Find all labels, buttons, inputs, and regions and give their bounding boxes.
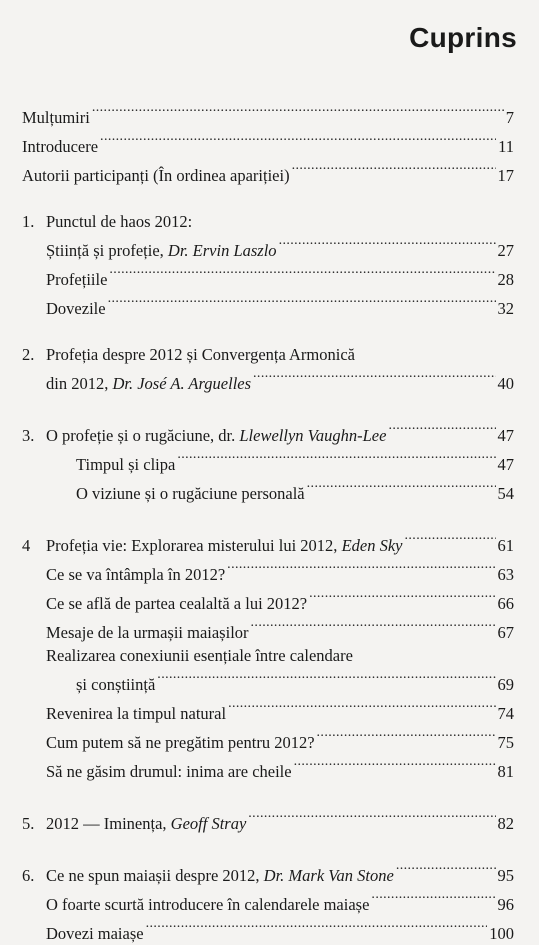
- toc-entry-number: 2.: [22, 345, 35, 364]
- toc-entry-page: 66: [497, 594, 514, 613]
- toc-entry-text: Să ne găsim drumul: inima are cheile: [46, 762, 292, 781]
- toc-entry-text: Cum putem să ne pregătim pentru 2012?: [46, 733, 315, 752]
- toc-entry[interactable]: [22, 586, 514, 615]
- toc-entry-title: [22, 424, 386, 447]
- section-gap: [22, 783, 514, 806]
- toc-entry-title: [76, 482, 305, 505]
- toc-entry[interactable]: [22, 291, 514, 320]
- toc-entry-page: 61: [497, 536, 514, 555]
- dot-leader: [109, 262, 495, 285]
- toc-entry-page: 75: [497, 733, 514, 752]
- dot-leader: [146, 916, 488, 939]
- toc-entry-title: [22, 164, 290, 187]
- toc-entry-text: Dovezile: [46, 299, 106, 318]
- toc-entry-text: Timpul și clipa: [76, 455, 176, 474]
- toc-entry-text: Profețiile: [46, 270, 108, 289]
- section-gap: [22, 835, 514, 858]
- toc-entry-page: 82: [497, 814, 514, 833]
- toc-entry-page: 95: [497, 866, 514, 885]
- toc-entry-author: Dr. José A. Arguelles: [112, 374, 252, 393]
- dot-leader: [177, 447, 495, 470]
- toc-entry-text: Ce ne spun maiașii despre 2012,: [46, 866, 264, 885]
- dot-leader: [292, 158, 496, 181]
- toc-entry-title: [22, 210, 514, 233]
- toc-entry-page: 28: [497, 270, 514, 289]
- toc-entry[interactable]: [22, 447, 514, 476]
- toc-entry-title: [46, 621, 249, 644]
- toc-entry-text: și conștiință: [76, 675, 156, 694]
- dot-leader: [92, 100, 504, 123]
- toc-entry-page: 7: [505, 108, 514, 127]
- toc-entry-title: [46, 297, 106, 320]
- section-gap: [22, 505, 514, 528]
- toc-entry-text: Profeția despre 2012 și Convergența Armonică: [46, 345, 355, 364]
- toc-entry-page: 17: [497, 166, 514, 185]
- toc-entry-page: 81: [497, 762, 514, 781]
- toc-entry[interactable]: [22, 366, 514, 395]
- toc-entry-text: Realizarea conexiunii esențiale între calendare: [46, 646, 353, 665]
- toc-entry-author: Dr. Mark Van Stone: [263, 866, 394, 885]
- toc-entry-title: [46, 731, 315, 754]
- toc-entry-text: Știință și profeție,: [46, 241, 168, 260]
- dot-leader: [253, 366, 495, 389]
- toc-entry-page: 11: [498, 137, 514, 156]
- toc-entry-page: 32: [497, 299, 514, 318]
- toc-entry-author: Llewellyn Vaughn-Lee: [239, 426, 387, 445]
- toc-entry[interactable]: [22, 100, 514, 129]
- toc-entry-page: 27: [497, 241, 514, 260]
- dot-leader: [396, 858, 496, 881]
- toc-entry[interactable]: [22, 210, 514, 233]
- dot-leader: [227, 557, 495, 580]
- toc-entry-title: [46, 268, 107, 291]
- toc-entry[interactable]: [22, 696, 514, 725]
- toc-entry-text: O profeție și o rugăciune, dr.: [46, 426, 240, 445]
- toc-entry-title: [76, 673, 155, 696]
- toc-entry-text: Introducere: [22, 137, 99, 156]
- toc-entry-page: 40: [497, 374, 514, 393]
- toc-entry[interactable]: [22, 158, 514, 187]
- toc-entry-title: [22, 343, 514, 366]
- toc-entry-author: Dr. Ervin Laszlo: [167, 241, 277, 260]
- toc-entry-text: Profeția vie: Explorarea misterului lui 2012,: [46, 536, 342, 555]
- toc-entry-page: 47: [497, 426, 514, 445]
- dot-leader: [294, 754, 496, 777]
- toc-entry-title: [46, 893, 369, 916]
- toc-entry-text: Mulțumiri: [22, 108, 90, 127]
- toc-entry-text: Punctul de haos 2012:: [46, 212, 193, 231]
- toc-entry-text: Dovezi maiașe: [46, 924, 144, 943]
- page-title: Cuprins: [409, 22, 517, 53]
- toc-entry-number: 4: [22, 536, 31, 555]
- toc-entry-text: Ce se va întâmpla în 2012?: [46, 565, 226, 584]
- toc-entry[interactable]: [22, 725, 514, 754]
- toc-entry-title: [46, 592, 307, 615]
- dot-leader: [388, 418, 495, 441]
- toc-entry-page: 74: [497, 704, 514, 723]
- toc-entry[interactable]: [22, 615, 514, 644]
- dot-leader: [157, 667, 495, 690]
- toc-entry-text: Revenirea la timpul natural: [46, 704, 227, 723]
- toc-entry-title: [76, 453, 175, 476]
- toc-entry-page: 47: [497, 455, 514, 474]
- dot-leader: [371, 887, 495, 910]
- toc-entry-text: 2012 — Iminența,: [46, 814, 171, 833]
- toc-entry-title: [46, 760, 292, 783]
- toc-entry-title: [22, 812, 246, 835]
- toc-entry-title: [22, 135, 98, 158]
- table-of-contents: [22, 100, 514, 945]
- toc-entry-title: [22, 106, 90, 129]
- toc-entry-title: [46, 372, 251, 395]
- toc-entry-text: Mesaje de la urmașii maiașilor: [46, 623, 249, 642]
- dot-leader: [307, 476, 496, 499]
- toc-entry-title: [22, 864, 394, 887]
- toc-entry-text: din 2012,: [46, 374, 113, 393]
- toc-entry[interactable]: [22, 418, 514, 447]
- toc-entry-title: [46, 563, 225, 586]
- section-gap: [22, 320, 514, 343]
- toc-entry[interactable]: [22, 557, 514, 586]
- toc-entry[interactable]: [22, 528, 514, 557]
- toc-entry-title: [46, 644, 514, 667]
- toc-entry[interactable]: [22, 644, 514, 667]
- toc-entry-author: Geoff Stray: [170, 814, 247, 833]
- toc-entry[interactable]: [22, 343, 514, 366]
- toc-entry[interactable]: [22, 667, 514, 696]
- dot-leader: [228, 696, 495, 719]
- toc-entry[interactable]: [22, 887, 514, 916]
- section-gap: [22, 187, 514, 210]
- section-gap: [22, 395, 514, 418]
- toc-entry[interactable]: [22, 916, 514, 945]
- dot-leader: [248, 806, 495, 829]
- toc-entry-title: [46, 922, 144, 945]
- toc-entry-page: 63: [497, 565, 514, 584]
- toc-entry-number: 6.: [22, 866, 35, 885]
- dot-leader: [309, 586, 495, 609]
- toc-entry[interactable]: [22, 233, 514, 262]
- toc-entry[interactable]: [22, 129, 514, 158]
- dot-leader: [279, 233, 496, 256]
- toc-entry-text: Autorii participanți (În ordinea apariției): [22, 166, 290, 185]
- toc-entry-number: 1.: [22, 212, 35, 231]
- toc-entry-page: 96: [497, 895, 514, 914]
- dot-leader: [108, 291, 496, 314]
- toc-entry[interactable]: [22, 858, 514, 887]
- toc-entry-page: 54: [497, 484, 514, 503]
- toc-entry[interactable]: [22, 806, 514, 835]
- toc-entry[interactable]: [22, 262, 514, 291]
- toc-entry-title: [46, 239, 277, 262]
- dot-leader: [100, 129, 496, 152]
- toc-entry-page: 69: [497, 675, 514, 694]
- toc-entry[interactable]: [22, 754, 514, 783]
- toc-entry-text: O viziune și o rugăciune personală: [76, 484, 305, 503]
- toc-entry[interactable]: [22, 476, 514, 505]
- toc-entry-text: Ce se află de partea cealaltă a lui 2012?: [46, 594, 308, 613]
- dot-leader: [317, 725, 496, 748]
- toc-entry-number: 5.: [22, 814, 35, 833]
- toc-entry-title: [46, 702, 226, 725]
- dot-leader: [251, 615, 496, 638]
- toc-entry-page: 100: [489, 924, 514, 943]
- toc-entry-title: [22, 534, 403, 557]
- dot-leader: [405, 528, 496, 551]
- toc-entry-author: Eden Sky: [341, 536, 403, 555]
- toc-entry-number: 3.: [22, 426, 35, 445]
- toc-entry-text: O foarte scurtă introducere în calendarele maiașe: [46, 895, 370, 914]
- toc-entry-page: 67: [497, 623, 514, 642]
